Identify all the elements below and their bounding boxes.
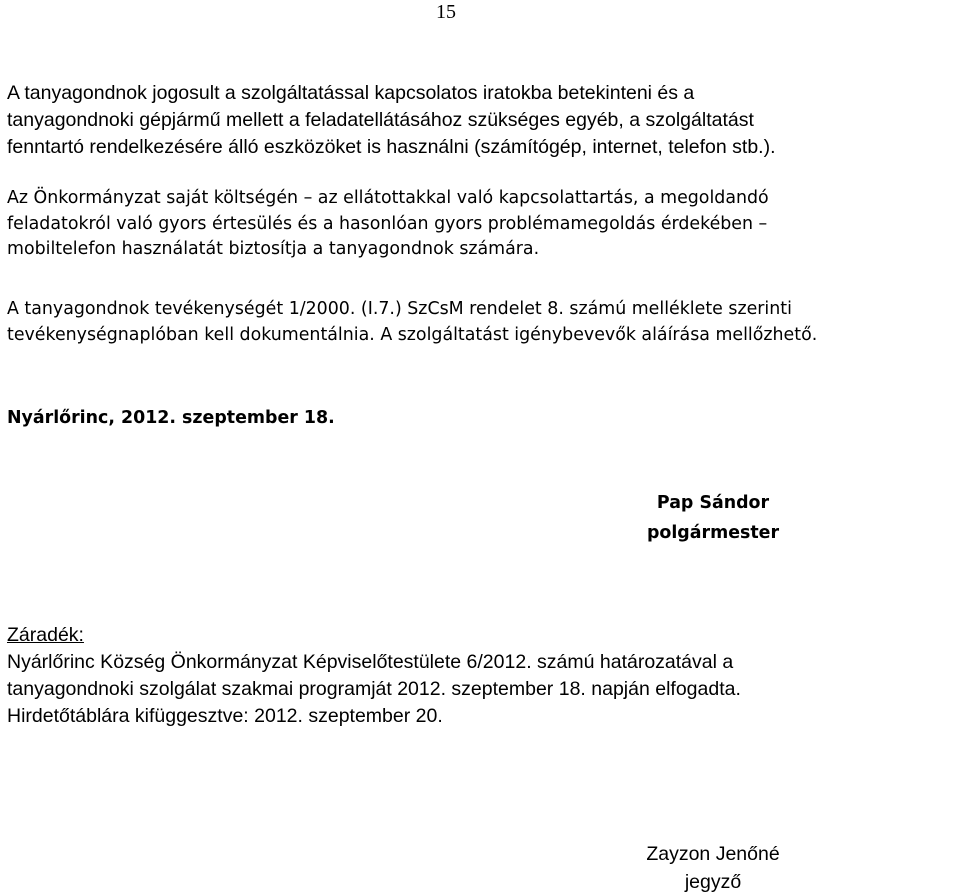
signer-title: jegyző [684,871,742,893]
signer-name: Pap Sándor [656,493,770,513]
paragraph-mobile-phone [7,186,952,263]
mayor-signature-block [560,488,866,548]
paragraph-line: A tanyagondnok tevékenységét 1/2000. (I.7.) SzCsM rendelet 8. számú melléklete szerinti [7,299,792,319]
paragraph-line: feladatokról való gyors értesülés és a hasonlóan gyors problémamegoldás érdekében – [7,213,768,234]
paragraph-line: tevékenységnaplóban kell dokumentálnia. A szolgáltatást igénybevevők aláírása mellőzhető. [7,324,818,345]
paragraph-documentation [7,297,952,348]
paragraph-line: tanyagondnoki gépjármű mellett a feladatellátásához szükséges egyéb, a szolgáltatást [7,109,754,131]
signer-title: polgármester [646,523,780,543]
paragraph-rights [7,80,947,161]
clause-block [7,622,952,730]
clause-line: Hirdetőtáblára kifüggesztve: 2012. szeptember 20. [7,705,443,727]
page-number: 15 [436,1,456,23]
paragraph-line: Az Önkormányzat saját költségén – az ellátottakkal való kapcsolattartás, a megoldandó [7,188,769,208]
clause-line: tanyagondnoki szolgálat szakmai programját 2012. szeptember 18. napján elfogadta. [7,678,741,700]
date-line: Nyárlőrinc, 2012. szeptember 18. [7,408,335,428]
paragraph-line: mobiltelefon használatát biztosítja a tanyagondnok számára. [7,239,540,259]
paragraph-line: fenntartó rendelkezésére álló eszközöket is használni (számítógép, internet, telefon stb.). [7,136,776,158]
clause-heading: Záradék: [7,624,84,646]
notary-signature-block [600,840,826,896]
clause-line: Nyárlőrinc Község Önkormányzat Képviselőtestülete 6/2012. számú határozatával a [7,651,734,673]
paragraph-line: A tanyagondnok jogosult a szolgáltatással kapcsolatos iratokba betekinteni és a [7,82,695,104]
signer-name: Zayzon Jenőné [646,843,780,865]
